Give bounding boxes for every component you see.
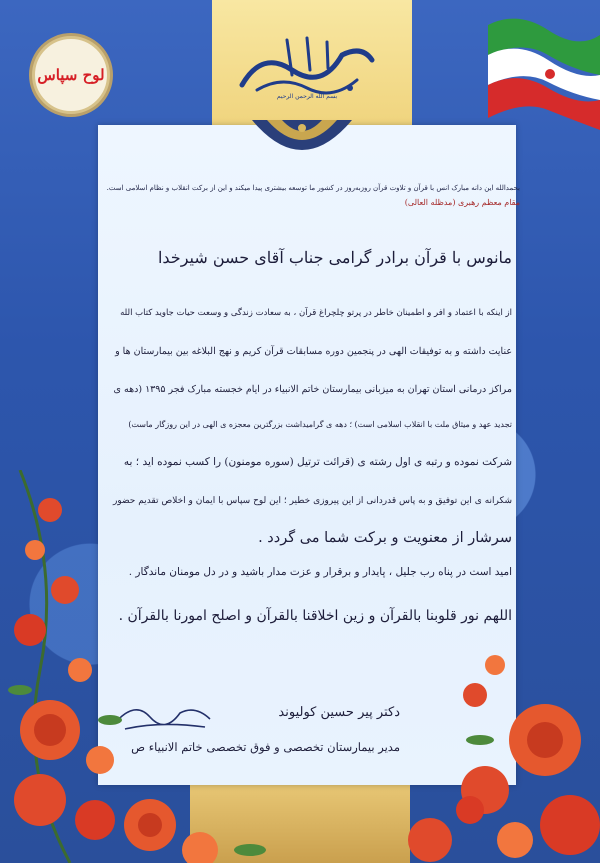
bismillah-calligraphy [232,30,382,100]
bismillah-text: بسم الله الرحمن الرحیم [276,93,338,100]
body-line: تجدید عهد و میثاق ملت با انقلاب اسلامی است) ؛ دهه ی گرامیداشت بزرگترین معجزه ی الهی در این روزگار ماست) [128,420,512,429]
body-line: عنایت داشته و به توفیقات الهی در پنجمین دوره مسابقات قرآن کریم و نهج البلاغه بین بیمارستان ها و [115,346,512,357]
thanks-badge [32,36,110,114]
flower-decoration-bottom [0,780,600,863]
badge-text: لوح سپاس [37,66,105,84]
body-line: از اینکه با اعتماد و افر و اطمینان خاطر در پرتو چلچراغ قرآن ، به سعادت زندگی و وسعت حیات جاوید کتاب الله [120,308,512,318]
iran-flag-icon [478,0,600,130]
salutation: مانوس با قرآن برادر گرامی جناب آقای حسن شیرخدا [157,248,512,267]
leader-quote: بحمدالله این دانه مبارک انس با قرآن و تلاوت قرآن روزبه‌روز در کشور ما توسعه بیشتری پیدا میکند و این از برکت انقلاب و نظام اسلامی است. [106,184,520,192]
body-line: مراکز درمانی استان تهران به میزبانی بیمارستان خاتم الانبیاء در ایام خجسته مبارک فجر ۱۳۹۵ (دهه ی [113,384,512,395]
wish-line: امید است در پناه رب جلیل ، پایدار و برقرار و عزت مدار باشید و در دل مومنان ماندگار . [128,566,512,578]
signer-title: مدیر بیمارستان تخصصی و فوق تخصصی خاتم الانبیاء ص [131,740,400,754]
certificate-paper [98,125,516,785]
body-line: شکرانه ی این توفیق و به پاس قدردانی از این پیروزی خطیر ؛ این لوح سپاس با ایمان و اخلاص تقدیم حضور [112,496,512,506]
quote-source: مقام معظم رهبری (مدظله العالی) [404,198,520,207]
decorative-medallion [247,120,357,170]
signer-name: دکتر پیر حسین کولیوند [278,705,400,720]
body-line: سرشار از معنویت و برکت شما می گردد . [258,530,512,546]
wish-line: اللهم نور قلوبنا بالقرآن و زین اخلاقنا بالقرآن و اصلح امورنا بالقرآن . [118,608,512,624]
body-line: شرکت نموده و رتبه ی اول رشته ی (قرائت ترتیل (سوره مومنون) را کسب نموده اید ؛ به [123,456,512,468]
